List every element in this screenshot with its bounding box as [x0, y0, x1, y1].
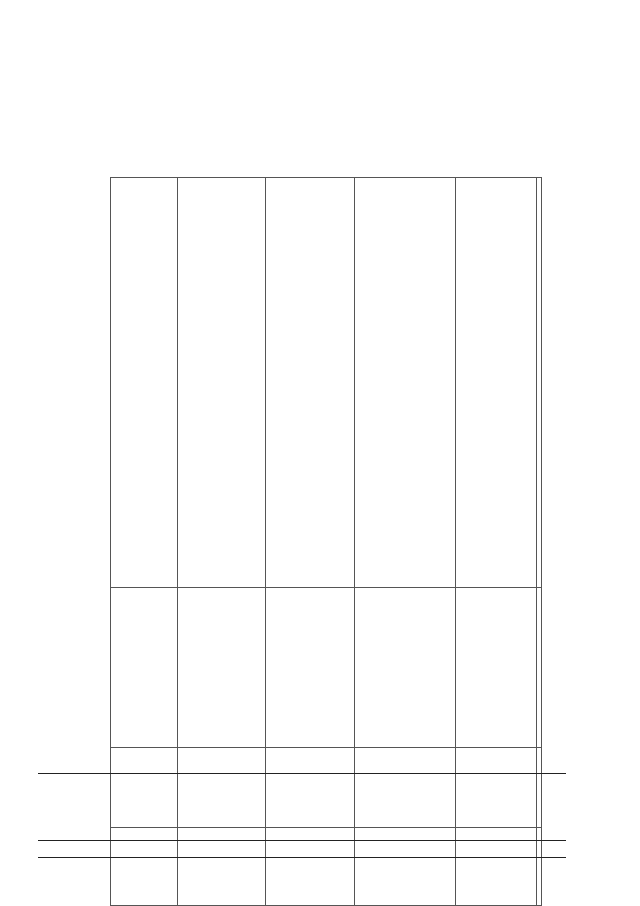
note-cell [355, 178, 456, 588]
table-row [111, 178, 178, 906]
description-cell [266, 588, 355, 748]
note-cell [537, 178, 542, 588]
horizontal-divider [38, 857, 566, 858]
note-cell [266, 178, 355, 588]
description-cell [111, 588, 178, 748]
note-cell [178, 178, 266, 588]
date-cell [178, 748, 266, 828]
horizontal-divider [38, 840, 566, 841]
description-cell [355, 588, 456, 748]
note-cell [456, 178, 537, 588]
table-row [266, 178, 355, 906]
description-cell [456, 588, 537, 748]
table-row [178, 178, 266, 906]
date-cell [355, 748, 456, 828]
date-cell [111, 748, 178, 828]
note-cell [111, 178, 178, 588]
date-cell [266, 748, 355, 828]
document-table [110, 177, 542, 906]
description-cell [537, 588, 542, 748]
table-row [355, 178, 456, 906]
description-cell [178, 588, 266, 748]
rotated-table-container [110, 178, 508, 906]
horizontal-divider [38, 773, 566, 774]
date-cell [456, 748, 537, 828]
date-cell [537, 748, 542, 828]
table-row [537, 178, 542, 906]
table-row [456, 178, 537, 906]
